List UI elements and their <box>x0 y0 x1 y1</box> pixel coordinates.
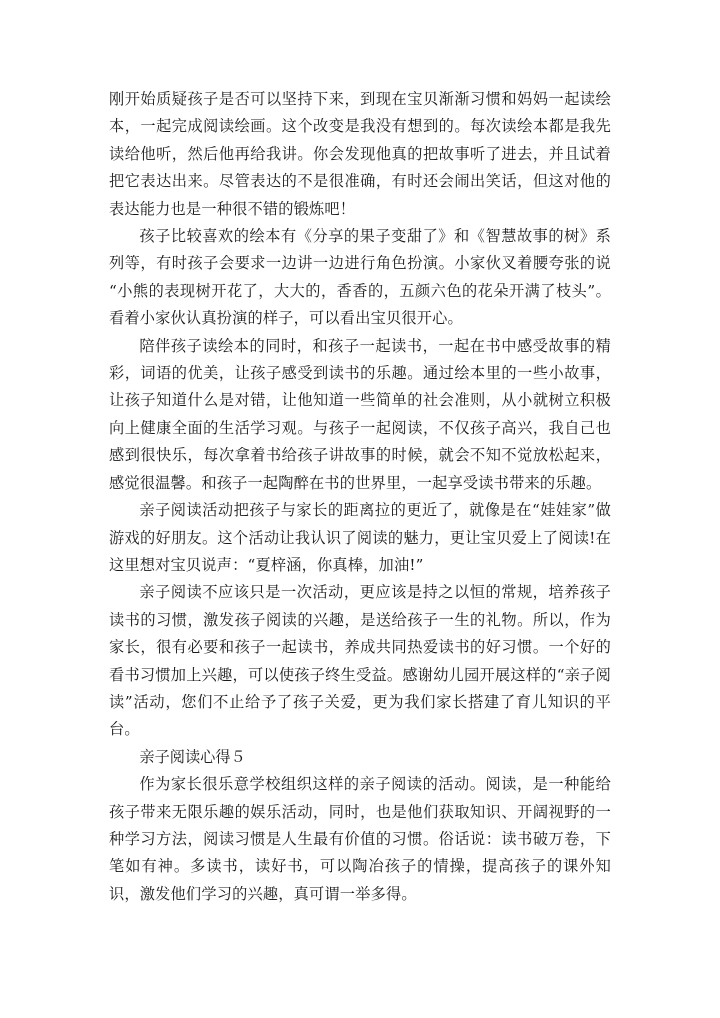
section-heading: 亲子阅读心得５ <box>139 747 246 766</box>
paragraph: 孩子比较喜欢的绘本有《分享的果子变甜了》和《智慧故事的树》系列等，有时孩子会要求一边讲一边进行角色扮演。小家伙叉着腰夸张的说 “小熊的表现树开花了，大大的，香香的，五颜六色的花朵开满了枝头”。看着小家伙认真扮演的样子，可以看出宝贝很开心。 <box>109 227 611 328</box>
paragraph: 作为家长很乐意学校组织这样的亲子阅读的活动。阅读，是一种能给孩子带来无限乐趣的娱乐活动，同时，也是他们获取知识、开阔视野的一种学习方法，阅读习惯是人生最有价值的习惯。俗话说：读书破万卷，下笔如有神。多读书，读好书，可以陶冶孩子的情操，提高孩子的课外知识，激发他们学习的兴趣，真可谓一举多得。 <box>109 775 611 903</box>
paragraph: 陪伴孩子读绘本的同时，和孩子一起读书，一起在书中感受故事的精彩，词语的优美，让孩子感受到读书的乐趣。通过绘本里的一些小故事，让孩子知道什么是对错，让他知道一些简单的社会准则，从小就树立积极向上健康全面的生活学习观。与孩子一起阅读，不仅孩子高兴，我自己也感到很快乐，每次拿着书给孩子讲故事的时候，就会不知不觉放松起来，感觉很温馨。和孩子一起陶醉在书的世界里，一起享受读书带来的乐趣。 <box>109 336 611 492</box>
paragraph: 亲子阅读活动把孩子与家长的距离拉的更近了，就像是在“娃娃家”做游戏的好朋友。这个活动让我认识了阅读的魅力，更让宝贝爱上了阅读!在这里想对宝贝说声：“夏梓涵，你真棒，加油!” <box>109 501 611 574</box>
paragraph: 亲子阅读不应该只是一次活动，更应该是持之以恒的常规，培养孩子读书的习惯，激发孩子阅读的兴趣，是送给孩子一生的礼物。所以，作为家长，很有必要和孩子一起读书，养成共同热爱读书的好习惯。一个好的看书习惯加上兴趣，可以使孩子终生受益。感谢幼儿园开展这样的“亲子阅读”活动，您们不止给予了孩子关爱，更为我们家长搭建了育儿知识的平台。 <box>109 583 611 739</box>
document-page <box>109 86 611 908</box>
paragraph: 刚开始质疑孩子是否可以坚持下来，到现在宝贝渐渐习惯和妈妈一起读绘本，一起完成阅读绘画。这个改变是我没有想到的。每次读绘本都是我先读给他听，然后他再给我讲。你会发现他真的把故事听了进去，并且试着把它表达出来。尽管表达的不是很准确，有时还会闹出笑话，但这对他的表达能力也是一种很不错的锻炼吧！ <box>109 90 611 218</box>
